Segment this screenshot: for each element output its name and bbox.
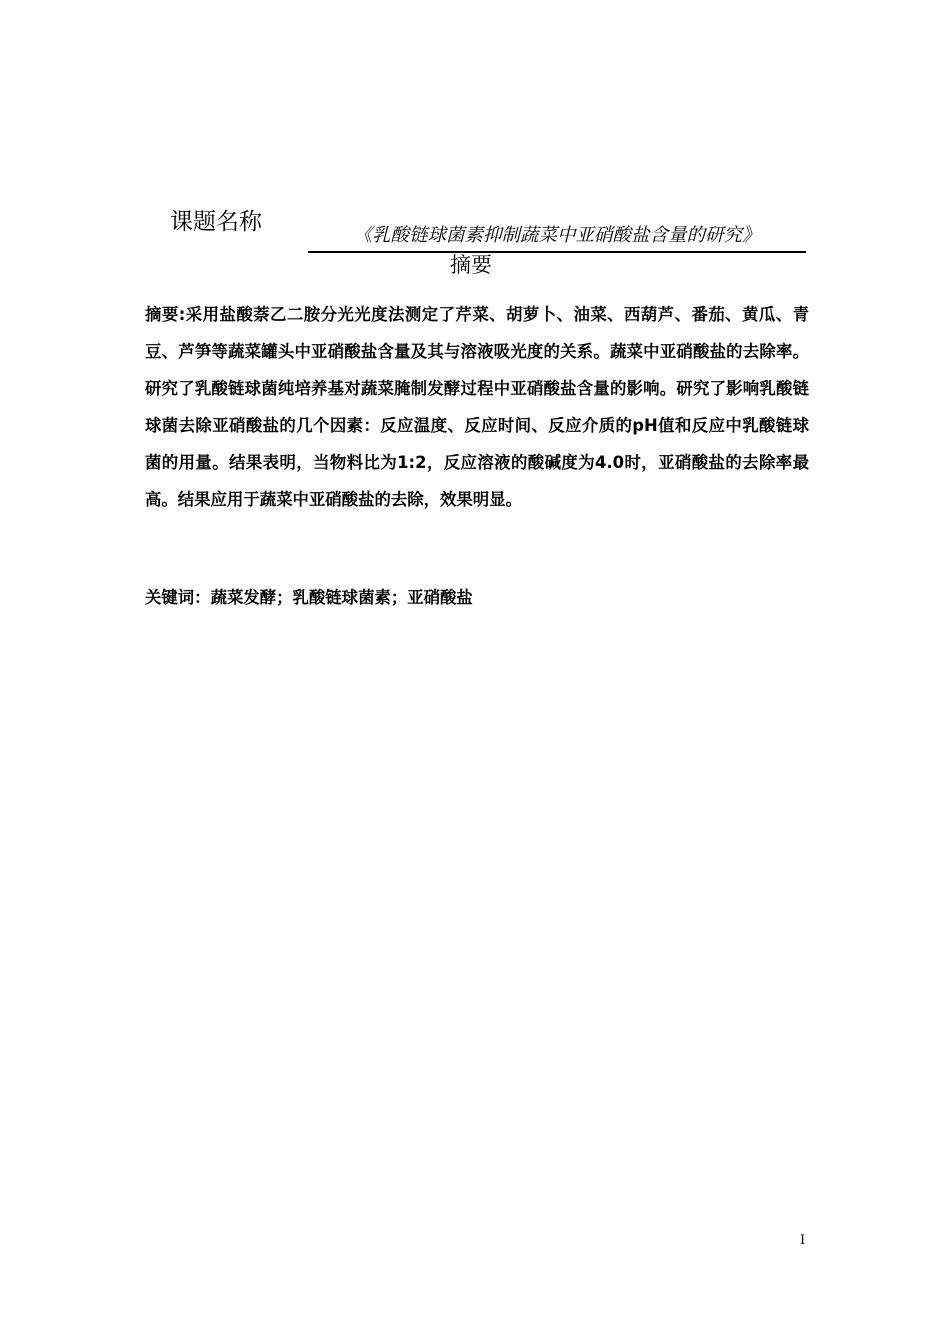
page-number: I xyxy=(800,1233,806,1248)
abstract-label: 摘要: xyxy=(145,305,186,324)
abstract-text: 采用盐酸萘乙二胺分光光度法测定了芹菜、胡萝卜、油菜、西葫芦、番茄、黄瓜、青豆、芦笋等蔬菜罐头中亚硝酸盐含量及其与溶液吸光度的关系。蔬菜中亚硝酸盐的去除率。研究了乳酸链球菌纯培养基对蔬菜腌制发酵过程中亚硝酸盐含量的影响。研究了影响乳酸链球菌去除亚硝酸盐的几个因素：反应温度、反应时间、反应介质的pH值和反应中乳酸链球菌的用量。结果表明，当物料比为1:2，反应溶液的酸碱度为4.0时，亚硝酸盐的去除率最高。结果应用于蔬菜中亚硝酸盐的去除，效果明显。 xyxy=(145,305,810,509)
keywords-line xyxy=(145,581,809,614)
keywords-text: 蔬菜发酵；乳酸链球菌素；亚硝酸盐 xyxy=(210,588,473,607)
abstract-heading: 摘要 xyxy=(450,253,492,277)
abstract-body xyxy=(145,296,809,518)
topic-label: 课题名称 xyxy=(170,209,262,235)
keywords-label: 关键词： xyxy=(145,588,211,607)
topic-title: 《乳酸链球菌素抑制蔬菜中亚硝酸盐含量的研究》 xyxy=(308,222,806,253)
